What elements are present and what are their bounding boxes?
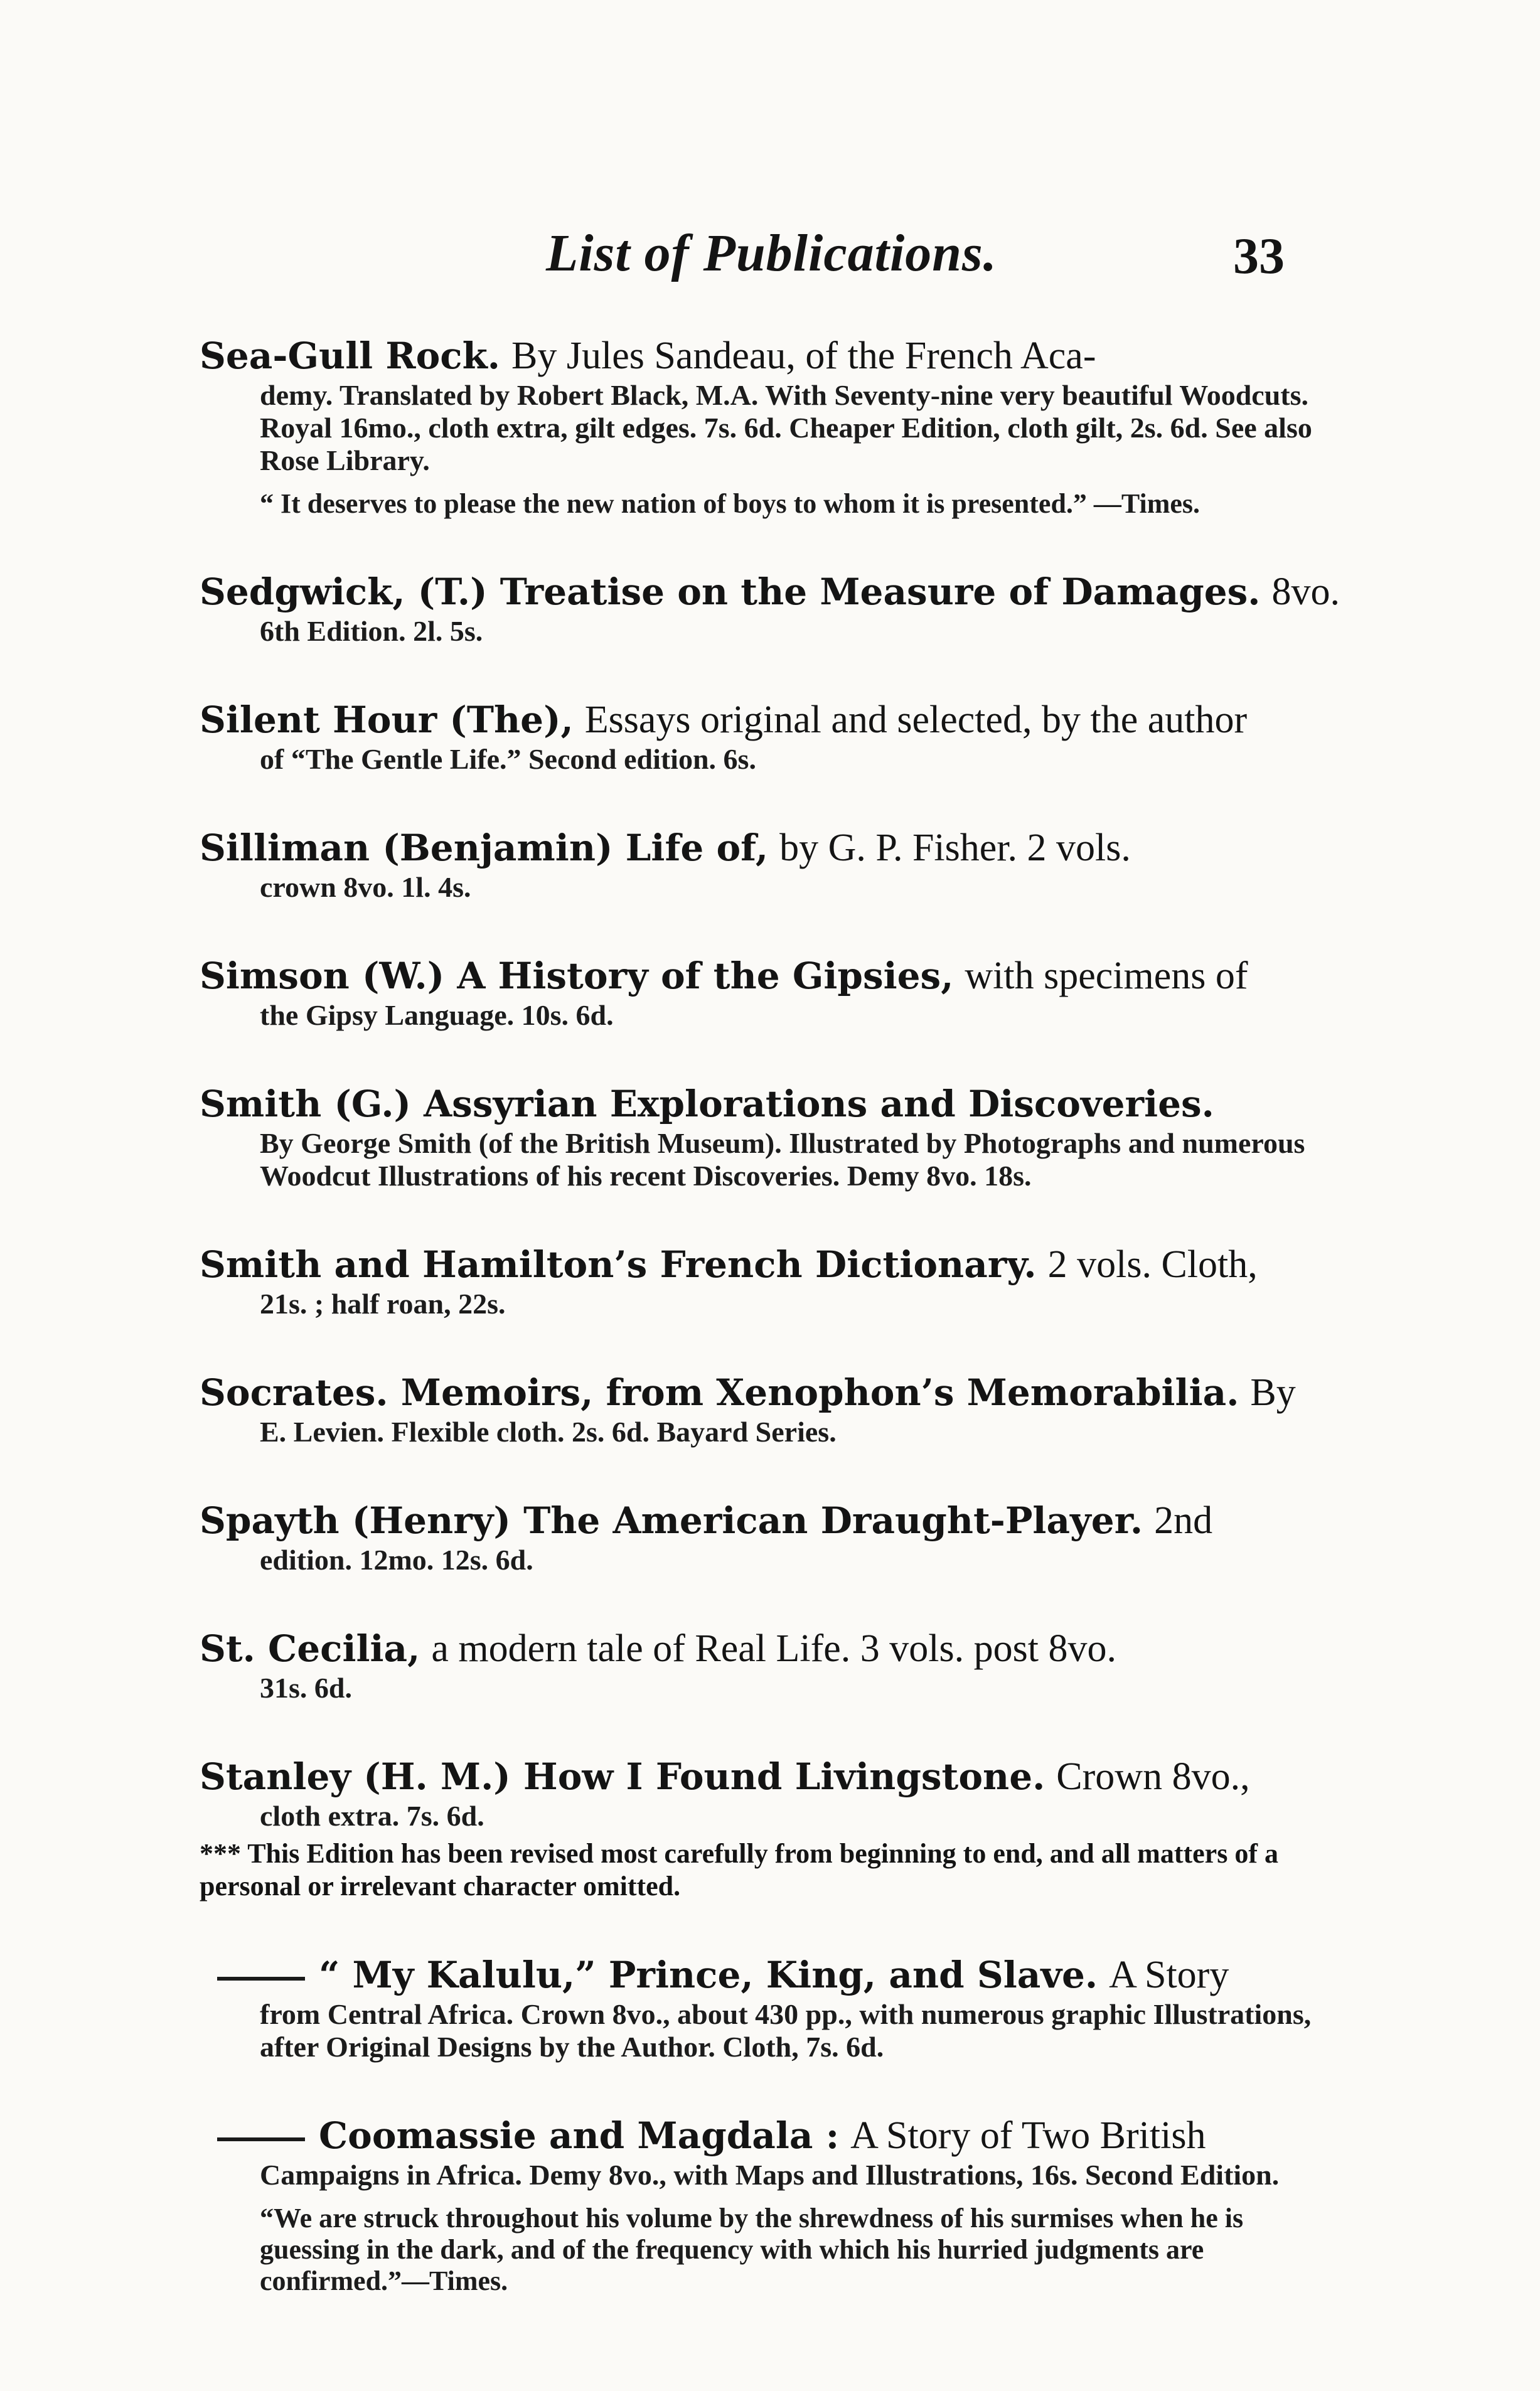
entry-heading: Sedgwick, (T.) Treatise on the Measure of Damages. (200, 570, 1261, 613)
entry-details: E. Levien. Flexible cloth. 2s. 6d. Bayard Series. (260, 1416, 837, 1448)
entry-first-line: Crown 8vo., (1056, 1755, 1250, 1798)
entry-heading: Sea-Gull Rock. (200, 334, 500, 377)
entry-first-line: 2 vols. Cloth, (1047, 1243, 1258, 1286)
entry-first-line: By Jules Sandeau, of the French Aca- (511, 334, 1096, 377)
entry-first-line: By (1250, 1371, 1296, 1414)
running-title: List of Publications. (546, 224, 997, 282)
list-item (200, 1952, 1329, 2063)
entry-details: from Central Africa. Crown 8vo., about 430 pp., with numerous graphic Illustrations, after Original Designs by the Author. Cloth, 7s. 6d. (260, 1998, 1312, 2063)
list-item (200, 697, 1329, 776)
ditto-dash (217, 2137, 305, 2141)
list-item (200, 1369, 1329, 1448)
entry-first-line: a modern tale of Real Life. 3 vols. post 8vo. (431, 1627, 1116, 1670)
entry-first-line: A Story of Two British (850, 2114, 1206, 2157)
entry-first-line: Essays original and selected, by the author (584, 698, 1248, 741)
entry-details: demy. Translated by Robert Black, M.A. With Seventy-nine very beautiful Woodcuts. Royal 16mo., cloth extra, gilt edges. 7s. 6d. Cheaper Edition, cloth gilt, 2s. 6d. See also Rose Library. (260, 379, 1312, 476)
entry-note: *** This Edition has been revised most carefully from beginning to end, and all matters of a personal or irrelevant character omitted. (200, 1838, 1278, 1902)
entry-details: 31s. 6d. (260, 1672, 352, 1704)
entry-heading: “ My Kalulu,” Prince, King, and Slave. (319, 1954, 1098, 1996)
entry-heading: Silliman (Benjamin) Life of, (200, 826, 769, 869)
list-item (200, 953, 1329, 1032)
entry-details: By George Smith (of the British Museum). Illustrated by Photographs and numerous Woodcut Illustrations of his recent Discoveries. Demy 8vo. 18s. (260, 1127, 1305, 1192)
entry-heading: Smith (G.) Assyrian Explorations and Discoveries. (200, 1083, 1214, 1125)
entry-first-line: 8vo. (1271, 570, 1340, 613)
entry-heading: Coomassie and Magdala : (319, 2114, 840, 2157)
list-item (200, 825, 1329, 904)
entry-heading: Socrates. Memoirs, from Xenophon’s Memorabilia. (200, 1371, 1239, 1414)
entry-details: 21s. ; half roan, 22s. (260, 1288, 506, 1320)
entry-details: edition. 12mo. 12s. 6d. (260, 1544, 533, 1576)
publication-list (200, 333, 1340, 2346)
list-item (200, 1625, 1329, 1704)
list-item (200, 1753, 1329, 1903)
entry-details: cloth extra. 7s. 6d. (260, 1800, 484, 1832)
entry-first-line: 2nd (1154, 1499, 1213, 1542)
entry-details: Campaigns in Africa. Demy 8vo., with Maps and Illustrations, 16s. Second Edition. (260, 2159, 1280, 2191)
entry-heading: St. Cecilia, (200, 1627, 420, 1670)
ditto-dash (217, 1977, 305, 1981)
entry-heading: Smith and Hamilton’s French Dictionary. (200, 1243, 1037, 1286)
entry-first-line: A Story (1109, 1954, 1229, 1996)
entry-heading: Silent Hour (The), (200, 698, 574, 741)
entry-details: of “The Gentle Life.” Second edition. 6s. (260, 743, 756, 775)
list-item (200, 1081, 1329, 1192)
entry-quote: “ It deserves to please the new nation of boys to whom it is presented.” —Times. (260, 488, 1200, 519)
entry-first-line: by G. P. Fisher. 2 vols. (779, 826, 1131, 869)
entry-heading: Stanley (H. M.) How I Found Livingstone. (200, 1755, 1045, 1798)
entry-quote: “We are struck throughout his volume by the shrewdness of his surmises when he is guessing in the dark, and of the frequency with which his hurried judgments are confirmed.”—Times. (260, 2203, 1244, 2296)
page-number: 33 (1233, 227, 1285, 284)
list-item (200, 333, 1329, 520)
entry-details: 6th Edition. 2l. 5s. (260, 615, 483, 647)
page-header (0, 223, 1540, 298)
entry-details: crown 8vo. 1l. 4s. (260, 871, 471, 903)
list-item (200, 569, 1340, 648)
entry-first-line: with specimens of (965, 955, 1248, 997)
entry-heading: Spayth (Henry) The American Draught-Player. (200, 1499, 1143, 1542)
entry-heading: Simson (W.) A History of the Gipsies, (200, 955, 954, 997)
list-item (200, 2112, 1329, 2297)
list-item (200, 1497, 1329, 1576)
entry-details: the Gipsy Language. 10s. 6d. (260, 999, 614, 1031)
list-item (200, 1241, 1329, 1320)
